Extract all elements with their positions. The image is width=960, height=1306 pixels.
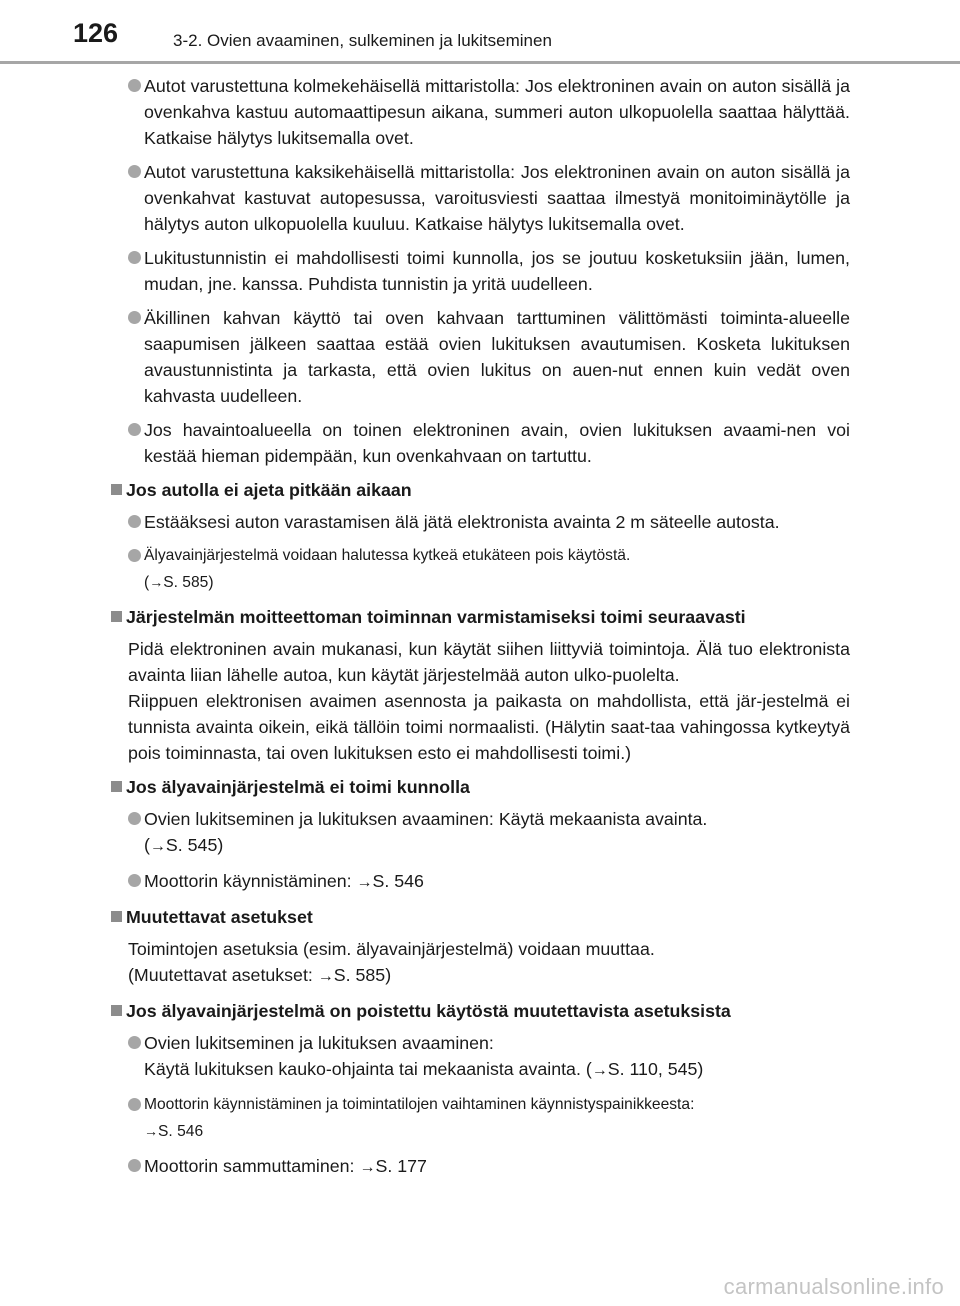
- list-item: Ovien lukitseminen ja lukituksen avaaminen: Käytä mekaanista avainta. (→S. 545): [98, 806, 850, 860]
- arrow-icon: →: [149, 838, 166, 855]
- arrow-icon: →: [356, 874, 373, 891]
- square-bullet-icon: [111, 911, 122, 922]
- list-item: [98, 868, 850, 896]
- paragraph: [98, 936, 850, 990]
- section-heading: [98, 774, 850, 800]
- section-heading: [98, 904, 850, 930]
- page-body: [98, 73, 850, 1189]
- heading-text: Järjestelmän moitteettoman toiminnan varmistamiseksi toimi seuraavasti: [126, 607, 746, 627]
- arrow-icon: →: [149, 574, 164, 590]
- paragraph: Pidä elektroninen avain mukanasi, kun käytät siihen liittyviä toimintoja. Älä tuo elektronista avainta liian lähelle autoa, kun käytät järjestelmää auton ulko-puolelta.: [128, 639, 850, 685]
- arrow-icon: →: [359, 1159, 376, 1176]
- bullet-dot-icon: [128, 311, 141, 324]
- list-item: [98, 1030, 850, 1084]
- page-header: [0, 0, 960, 60]
- list-item: [98, 1153, 850, 1181]
- bullet-text: Moottorin käynnistäminen ja toimintatilojen vaihtaminen käynnistyspainikkeesta:: [144, 1096, 695, 1113]
- heading-text: Jos autolla ei ajeta pitkään aikaan: [126, 480, 412, 500]
- bullet-text: Älyavainjärjestelmä voidaan halutessa kytkeä etukäteen pois käytöstä.: [144, 547, 631, 564]
- list-item: [98, 73, 850, 151]
- page-reference: S. 110, 545): [607, 1059, 704, 1079]
- section-heading: [98, 477, 850, 503]
- bullet-dot-icon: [128, 165, 141, 178]
- bullet-dot-icon: [128, 515, 141, 528]
- square-bullet-icon: [111, 1005, 122, 1016]
- bullet-text: Estääksesi auton varastamisen älä jätä elektronista avainta 2 m säteelle autosta.: [144, 512, 780, 532]
- header-divider: [0, 61, 960, 64]
- bullet-dot-icon: [128, 874, 141, 887]
- page-reference: S. 546: [372, 871, 424, 891]
- bullet-dot-icon: [128, 1159, 141, 1172]
- page-reference: S. 585): [333, 965, 392, 985]
- list-item: Älyavainjärjestelmä voidaan halutessa kytkeä etukäteen pois käytöstä. (→S. 585): [98, 543, 850, 596]
- list-item: [98, 1092, 850, 1145]
- bullet-text: Ovien lukitseminen ja lukituksen avaaminen:: [144, 1033, 494, 1053]
- list-item: [98, 245, 850, 297]
- bullet-text: Käytä lukituksen kauko-ohjainta tai mekaanista avainta. (: [144, 1059, 592, 1079]
- list-item: [98, 159, 850, 237]
- bullet-dot-icon: [128, 79, 141, 92]
- list-item: [98, 305, 850, 409]
- section-title: 3-2. Ovien avaaminen, sulkeminen ja lukitseminen: [173, 31, 552, 50]
- bullet-text: Moottorin käynnistäminen:: [144, 871, 352, 891]
- page-number: 126: [73, 18, 119, 48]
- bullet-text: Äkillinen kahvan käyttö tai oven kahvaan tarttuminen välittömästi toiminta-alueelle saapumisen jälkeen saattaa estää ovien lukituksen avautumisen. Kosketa lukituksen avaustunnistinta ja tarkasta, että ovien lukitus on auen-nut ennen kuin vedät oven kahvasta uudelleen.: [144, 308, 850, 406]
- bullet-text: Moottorin sammuttaminen:: [144, 1156, 355, 1176]
- bullet-text: Lukitustunnistin ei mahdollisesti toimi kunnolla, jos se joutuu kosketuksiin jään, lumen, mudan, jne. kanssa. Puhdista tunnistin ja yritä uudelleen.: [144, 248, 850, 294]
- bullet-dot-icon: [128, 251, 141, 264]
- bullet-text: Ovien lukitseminen ja lukituksen avaaminen: Käytä mekaanista avainta.: [144, 809, 708, 829]
- arrow-icon: →: [144, 1123, 159, 1139]
- paragraph-line: (Muutettavat asetukset:: [128, 965, 313, 985]
- watermark: carmanualsonline.info: [723, 1274, 944, 1299]
- heading-text: Jos älyavainjärjestelmä on poistettu käytöstä muutettavista asetuksista: [126, 1001, 731, 1021]
- square-bullet-icon: [111, 611, 122, 622]
- paragraph-line: Toimintojen asetuksia (esim. älyavainjärjestelmä) voidaan muuttaa.: [128, 939, 655, 959]
- bullet-text: Autot varustettuna kaksikehäisellä mittaristolla: Jos elektroninen avain on auton sisällä ja ovenkahvat kastuvat autopesussa, varoitusviesti saattaa ilmestyä monitoiminäytölle ja hälytys auton ulkopuolella kuuluu. Katkaise hälytys lukitsemalla ovet.: [144, 162, 850, 234]
- section-heading: [98, 998, 850, 1024]
- bullet-text: Jos havaintoalueella on toinen elektroninen avain, ovien lukituksen avaami-nen voi kestää hieman pidempään, kun ovenkahvaan on tartuttu.: [144, 420, 850, 466]
- list-item: [98, 509, 850, 535]
- page-reference: S. 545): [165, 835, 224, 855]
- bullet-text: Autot varustettuna kolmekehäisellä mittaristolla: Jos elektroninen avain on auton sisällä ja ovenkahva kastuu automaattipesun aikana, summeri auton ulkopuolella saattaa hälyttää. Katkaise hälytys lukitsemalla ovet.: [144, 76, 850, 148]
- bullet-dot-icon: [128, 812, 141, 825]
- page-reference: S. 585): [163, 574, 214, 591]
- bullet-dot-icon: [128, 1098, 141, 1111]
- bullet-dot-icon: [128, 1036, 141, 1049]
- paragraph: Riippuen elektronisen avaimen asennosta ja paikasta on mahdollista, että jär-jestelmä ei tunnista avainta oikein, eikä tällöin toimi normaalisti. (Hälytin saat-taa vahingossa kytkeytyä pois toiminnasta, tai oven lukituksen esto ei mahdollisesti toimi.): [128, 691, 850, 763]
- heading-text: Muutettavat asetukset: [126, 907, 313, 927]
- page-reference: S. 177: [375, 1156, 427, 1176]
- bullet-dot-icon: [128, 549, 141, 562]
- square-bullet-icon: [111, 484, 122, 495]
- heading-text: Jos älyavainjärjestelmä ei toimi kunnolla: [126, 777, 470, 797]
- section-heading: [98, 604, 850, 630]
- square-bullet-icon: [111, 781, 122, 792]
- list-item: [98, 417, 850, 469]
- bullet-dot-icon: [128, 423, 141, 436]
- arrow-icon: →: [591, 1062, 608, 1079]
- page-reference: S. 546: [158, 1123, 204, 1140]
- arrow-icon: →: [317, 968, 334, 985]
